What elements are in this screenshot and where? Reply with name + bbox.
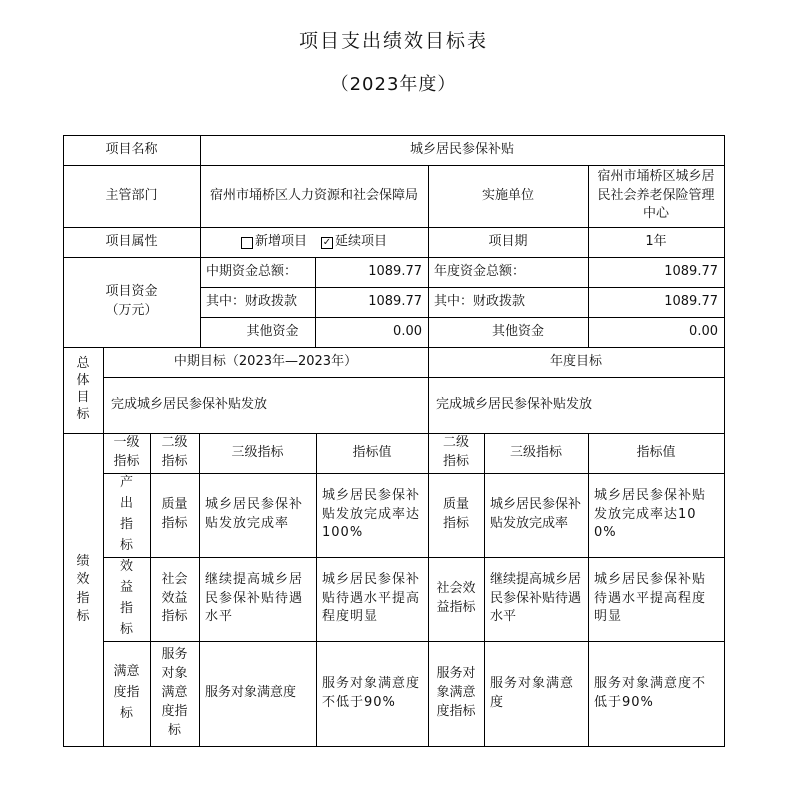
other-mid-value: 0.00 [393, 323, 422, 339]
row1-level2-year: 质量指标 [442, 497, 469, 531]
grid-line [200, 135, 201, 347]
unit-value: 宿州市埇桥区城乡居民社会养老保险管理中心 [597, 168, 715, 222]
row3-level2: 服务对象满意度指标 [161, 647, 188, 738]
header-level1: 一级指标 [113, 435, 140, 469]
row1-value: 城乡居民参保补贴发放完成率达100% [322, 487, 421, 541]
row3-level1: 满意度指标 [113, 664, 140, 721]
indicators-label: 绩效指标 [76, 554, 90, 624]
row1-value-year: 城乡居民参保补贴发放完成率达100% [594, 487, 707, 541]
mid-fin-label: 其中：财政拨款 [206, 293, 298, 309]
attr-new-label: 新增项目 [254, 233, 307, 249]
period-value: 1年 [645, 233, 667, 249]
dept-value: 宿州市埇桥区人力资源和社会保障局 [210, 187, 419, 203]
mid-fin-value: 1089.77 [368, 293, 422, 309]
checkbox-new[interactable] [241, 237, 253, 249]
grid-line [316, 433, 317, 746]
grid-line [63, 257, 724, 258]
row2-value-year: 城乡居民参保补贴待遇水平提高程度明显 [594, 571, 707, 625]
header-level3: 三级指标 [231, 444, 284, 460]
year-goal-text: 完成城乡居民参保补贴发放 [436, 396, 593, 412]
grid-line [63, 347, 724, 348]
grid-line [200, 317, 724, 318]
grid-line [588, 257, 589, 347]
header-level2-year: 二级指标 [442, 435, 469, 469]
grid-line [103, 377, 724, 378]
grid-line [63, 433, 724, 434]
grid-line [103, 347, 104, 746]
row1-level1: 产出指标 [119, 475, 133, 553]
grid-line [428, 165, 429, 746]
row2-value: 城乡居民参保补贴待遇水平提高程度明显 [322, 571, 421, 625]
project-name-label: 项目名称 [105, 141, 158, 157]
page-subtitle: （2023年度） [330, 74, 457, 95]
mid-goal-text: 完成城乡居民参保补贴发放 [111, 396, 268, 412]
row3-value: 服务对象满意度不低于90% [322, 675, 421, 710]
dept-label: 主管部门 [105, 187, 158, 203]
row3-level2-year: 服务对象满意度指标 [436, 666, 476, 719]
other-mid-label: 其他资金 [246, 323, 299, 339]
row2-level2: 社会效益指标 [161, 571, 188, 625]
header-value: 指标值 [352, 444, 392, 460]
row2-level3: 继续提高城乡居民参保补贴待遇水平 [205, 571, 304, 625]
project-name-value: 城乡居民参保补贴 [409, 141, 514, 157]
checkbox-continue[interactable]: ✓ [322, 237, 332, 248]
grid-line [63, 227, 724, 228]
grid-line [63, 135, 724, 136]
attr-label: 项目属性 [105, 233, 158, 249]
row3-level3: 服务对象满意度 [205, 685, 297, 701]
grid-line [103, 473, 724, 474]
row2-level1: 效益指标 [119, 559, 133, 637]
header-level3-year: 三级指标 [509, 444, 562, 460]
header-level2: 二级指标 [161, 435, 188, 469]
attr-cont-label: 延续项目 [335, 233, 388, 249]
page-title: 项目支出绩效目标表 [298, 30, 488, 52]
goals-label: 总体目标 [76, 356, 90, 422]
mid-goal-header: 中期目标（2023年—2023年） [173, 353, 358, 369]
year-total-value: 1089.77 [664, 263, 718, 279]
year-goal-header: 年度目标 [549, 353, 602, 369]
other-year-value: 0.00 [689, 323, 718, 339]
row1-level2: 质量指标 [161, 497, 188, 531]
grid-line [200, 287, 724, 288]
grid-line [103, 557, 724, 558]
unit-label: 实施单位 [481, 187, 534, 203]
grid-line [103, 641, 724, 642]
mid-total-label: 中期资金总额： [206, 263, 298, 279]
funds-label: 项目资金（万元） [105, 284, 158, 318]
year-total-label: 年度资金总额： [434, 263, 526, 279]
row2-level2-year: 社会效益指标 [436, 581, 476, 615]
grid-line [63, 746, 725, 747]
grid-line [63, 165, 724, 166]
row1-level3-year: 城乡居民参保补贴发放完成率 [490, 497, 582, 531]
mid-total-value: 1089.77 [368, 263, 422, 279]
period-label: 项目期 [488, 233, 528, 249]
year-fin-label: 其中：财政拨款 [434, 293, 526, 309]
grid-line [724, 135, 725, 747]
other-year-label: 其他资金 [491, 323, 544, 339]
header-value-year: 指标值 [636, 444, 676, 460]
row3-level3-year: 服务对象满意度 [490, 675, 575, 710]
grid-line [315, 257, 316, 347]
attr-options [200, 227, 428, 257]
grid-line [588, 433, 589, 746]
row2-level3-year: 继续提高城乡居民参保补贴待遇水平 [490, 571, 582, 625]
row3-value-year: 服务对象满意度不低于90% [594, 675, 707, 710]
grid-line [484, 433, 485, 746]
grid-line [150, 433, 151, 746]
row1-level3: 城乡居民参保补贴发放完成率 [205, 497, 304, 531]
grid-line [199, 433, 200, 746]
grid-line [63, 135, 64, 746]
grid-line [588, 165, 589, 257]
year-fin-value: 1089.77 [664, 293, 718, 309]
